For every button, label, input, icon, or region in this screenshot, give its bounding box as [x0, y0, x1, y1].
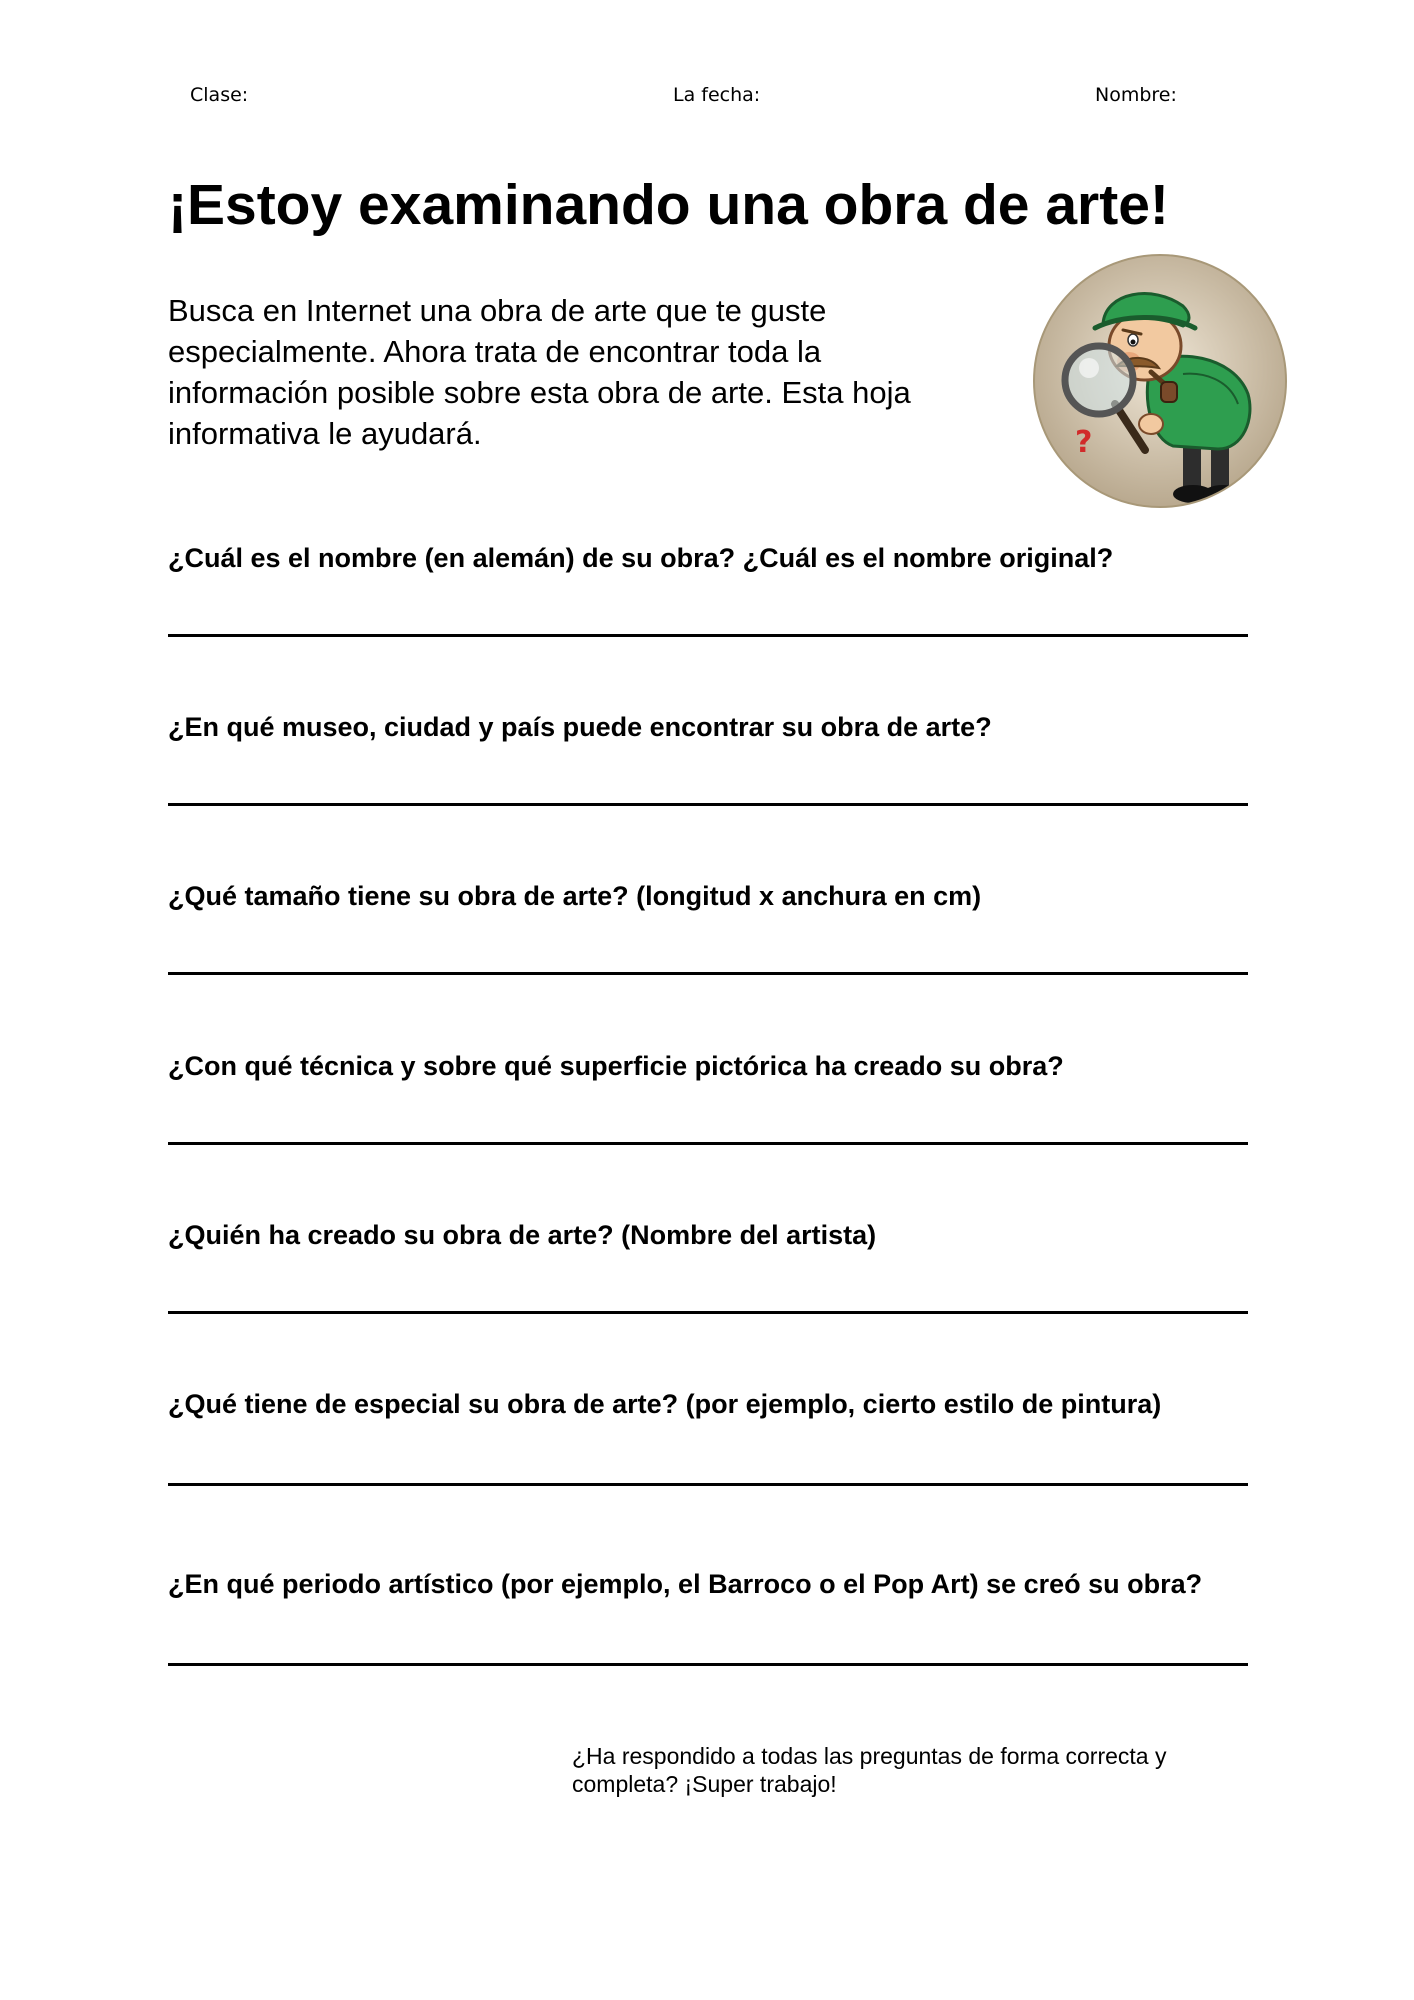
question-text: ¿En qué periodo artístico (por ejemplo, el Barroco o el Pop Art) se creó su obra?: [168, 1569, 1203, 1599]
question-text: ¿En qué museo, ciudad y país puede encontrar su obra de arte?: [168, 712, 992, 742]
question-4: [168, 1049, 1268, 1083]
answer-line[interactable]: [168, 634, 1248, 637]
question-text: ¿Qué tiene de especial su obra de arte? (por ejemplo, cierto estilo de pintura): [168, 1389, 1162, 1419]
intro-text: Busca en Internet una obra de arte que te guste especialmente. Ahora trata de encontrar toda la información posible sobre esta obra de arte. Esta hoja informativa le ayudará.: [168, 293, 911, 451]
question-3: [168, 879, 1268, 913]
fecha-label: La fecha:: [673, 84, 761, 106]
answer-line[interactable]: [168, 1663, 1248, 1666]
nombre-label: Nombre:: [1095, 84, 1177, 106]
answer-line[interactable]: [168, 1483, 1248, 1486]
question-text: ¿Cuál es el nombre (en alemán) de su obra? ¿Cuál es el nombre original?: [168, 543, 1114, 573]
page-title: ¡Estoy examinando una obra de arte!: [168, 173, 1169, 237]
question-text: ¿Con qué técnica y sobre qué superficie pictórica ha creado su obra?: [168, 1051, 1064, 1081]
question-5: [168, 1218, 1268, 1252]
detective-magnifying-glass-icon: [1033, 254, 1287, 508]
question-text: ¿Qué tamaño tiene su obra de arte? (longitud x anchura en cm): [168, 881, 982, 911]
clase-label: Clase:: [190, 84, 249, 106]
answer-line[interactable]: [168, 972, 1248, 975]
answer-line[interactable]: [168, 1142, 1248, 1145]
question-6: [168, 1387, 1268, 1421]
answer-line[interactable]: [168, 803, 1248, 806]
closing-message: ¿Ha respondido a todas las preguntas de forma correcta y completa? ¡Super trabajo!: [572, 1743, 1167, 1797]
question-2: [168, 710, 1268, 744]
question-text: ¿Quién ha creado su obra de arte? (Nombre del artista): [168, 1220, 877, 1250]
question-7: [168, 1567, 1268, 1601]
question-1: [168, 541, 1268, 575]
question-mark-icon: ?: [1075, 425, 1093, 460]
answer-line[interactable]: [168, 1311, 1248, 1314]
